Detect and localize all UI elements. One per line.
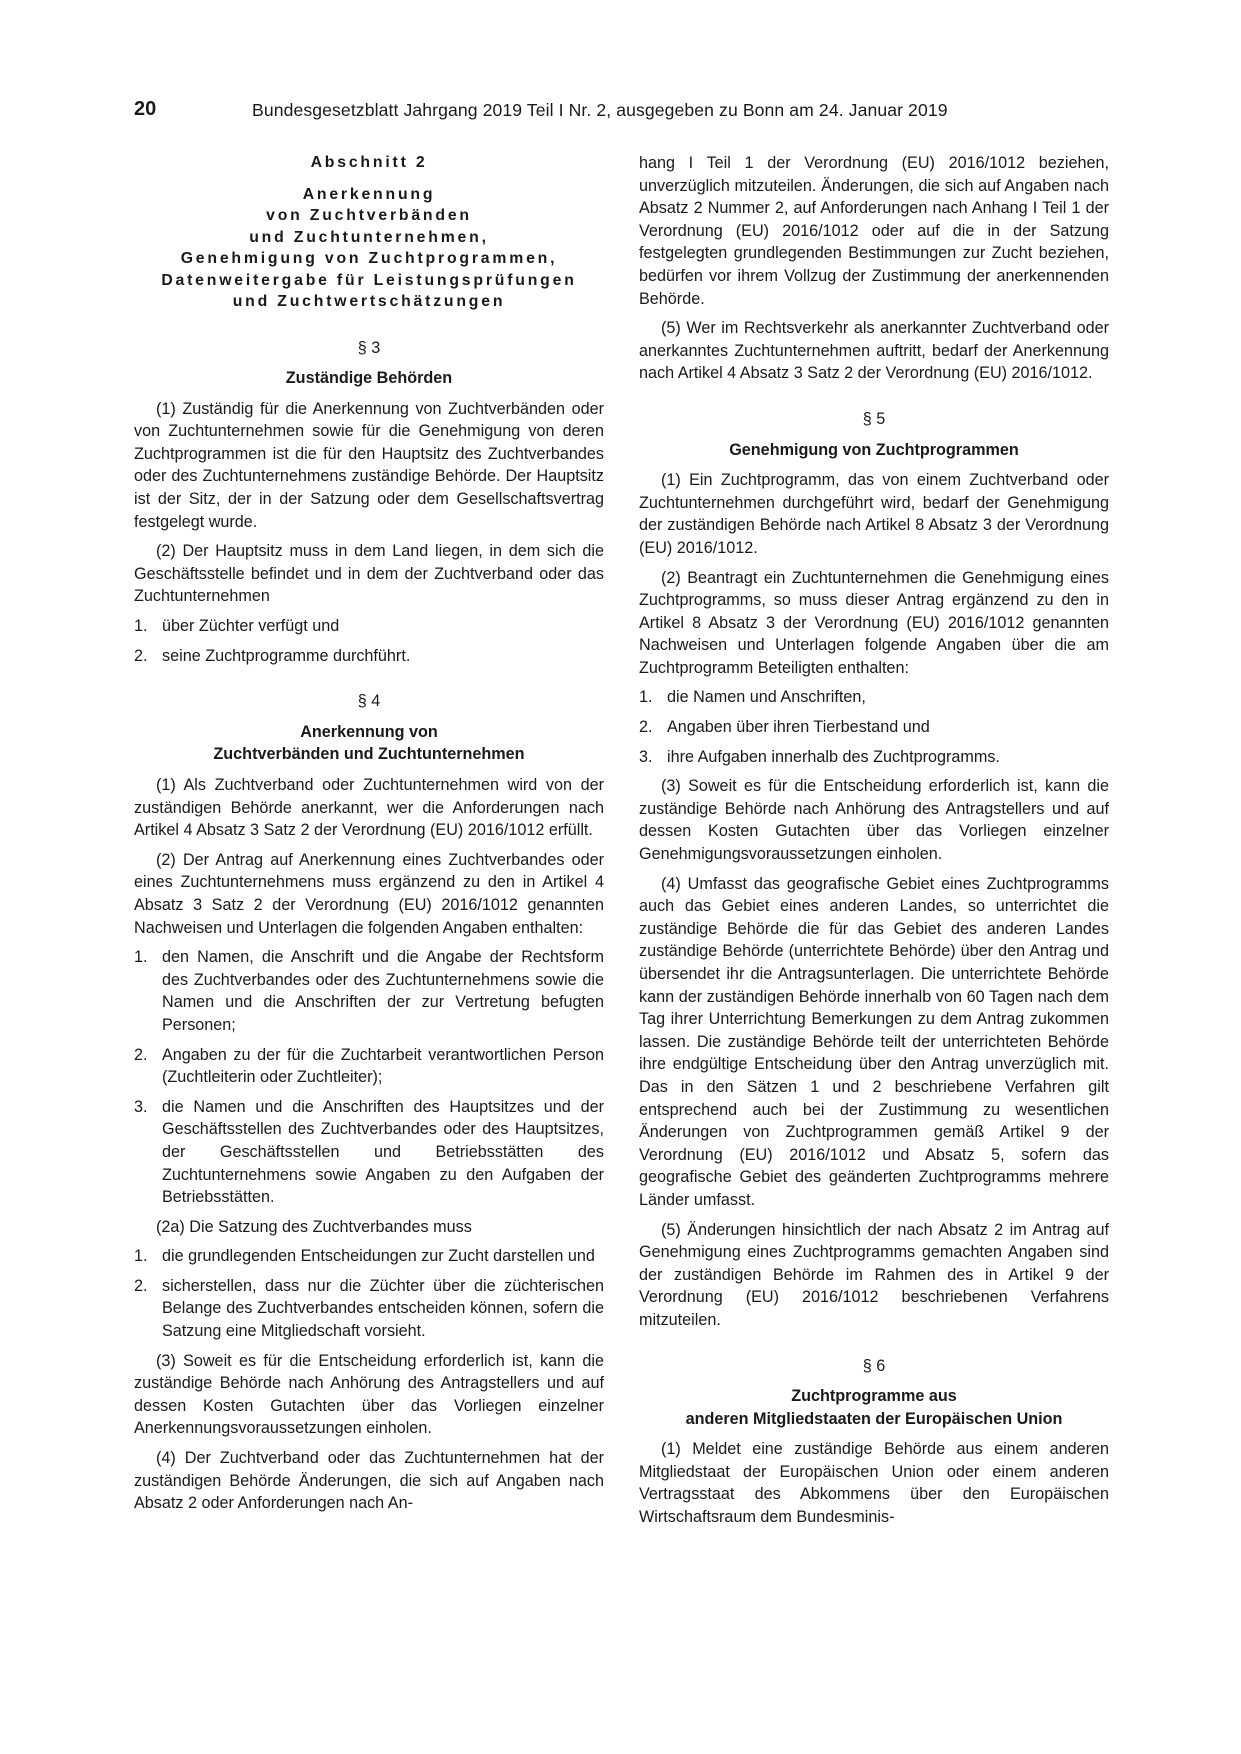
abschnitt-heading-line: Genehmigung von Zuchtprogrammen, xyxy=(180,250,558,267)
list-item xyxy=(639,716,1109,739)
paragraph: (1) Meldet eine zuständige Behörde aus einem anderen Mitgliedstaat der Europäischen Union oder einem anderen Vertragsstaat des Abkommens über den Europäischen Wirtschaftsraum dem Bundesminis- xyxy=(639,1440,1109,1527)
paragraph: (2a) Die Satzung des Zuchtverbandes muss xyxy=(156,1217,472,1236)
list-item xyxy=(134,1096,604,1209)
item-text: die Namen und Anschriften, xyxy=(667,688,866,707)
item-list xyxy=(134,1245,604,1342)
list-item xyxy=(134,946,604,1036)
item-number: 2. xyxy=(134,646,148,665)
list-item xyxy=(639,746,1109,769)
abschnitt-heading-line: Anerkennung xyxy=(302,185,436,203)
item-number: 1. xyxy=(134,617,148,636)
paragraph: (4) Der Zuchtverband oder das Zuchtunternehmen hat der zuständigen Behörde Änderungen, die sich auf Angaben nach Absatz 2 oder Anforderungen nach An- xyxy=(134,1449,604,1513)
item-number: 1. xyxy=(134,1247,148,1266)
page-header xyxy=(134,98,1109,126)
section-title-6: Zuchtprogramme aus xyxy=(791,1387,957,1406)
section-number-3: § 3 xyxy=(357,338,381,357)
item-text: seine Zuchtprogramme durchführt. xyxy=(162,646,411,665)
item-text: über Züchter verfügt und xyxy=(162,617,340,636)
paragraph: (3) Soweit es für die Entscheidung erforderlich ist, kann die zuständige Behörde nach Anhörung des Antragstellers und auf dessen Kosten Gutachten über das Vorliegen einzelner Anerkennungsvoraussetzungen einholen. xyxy=(134,1351,604,1438)
right-column xyxy=(639,152,1109,1536)
abschnitt-heading-line: und Zuchtwertschätzungen xyxy=(232,293,506,310)
paragraph: (2) Der Hauptsitz muss in dem Land liegen, in dem sich die Geschäftsstelle befindet und in dem der Zuchtverband oder das Zuchtunternehmen xyxy=(134,542,604,606)
list-item xyxy=(134,1044,604,1089)
item-number: 3. xyxy=(134,1097,148,1116)
item-text: die Namen und die Anschriften des Hauptsitzes und der Geschäftsstellen des Zuchtverbandes oder des Hauptsitzes, der Geschäftsstellen und Betriebsstätten des Zuchtunternehmens sowie Angaben zu den Aufgaben der Betriebsstätten. xyxy=(162,1097,604,1207)
item-list xyxy=(134,615,604,667)
section-title-6: anderen Mitgliedstaaten der Europäischen Union xyxy=(685,1409,1063,1428)
list-item xyxy=(134,1245,604,1268)
item-number: 2. xyxy=(639,718,653,737)
paragraph: (1) Als Zuchtverband oder Zuchtunternehmen wird von der zuständigen Behörde anerkannt, wer die Anforderungen nach Artikel 4 Absatz 3 Satz 2 der Verordnung (EU) 2016/1012 erfüllt. xyxy=(134,776,604,840)
item-list xyxy=(134,946,604,1209)
list-item xyxy=(134,615,604,638)
item-number: 2. xyxy=(134,1045,148,1064)
paragraph: (3) Soweit es für die Entscheidung erforderlich ist, kann die zuständige Behörde nach Anhörung des Antragstellers und auf dessen Kosten Gutachten über das Vorliegen einzelner Genehmigungsvoraussetzungen einholen. xyxy=(639,777,1109,864)
running-title: Bundesgesetzblatt Jahrgang 2019 Teil I Nr. 2, ausgegeben zu Bonn am 24. Januar 2019 xyxy=(252,100,948,120)
paragraph: (2) Beantragt ein Zuchtunternehmen die Genehmigung eines Zuchtprogramms, so muss dieser Antrag ergänzend zu den in Artikel 8 Absatz 3 der Verordnung (EU) 2016/1012 genannten Nachweisen und Unterlagen folgende Angaben über die am Zuchtprogramm Beteiligten enthalten: xyxy=(639,568,1109,677)
item-text: Angaben zu der für die Zuchtarbeit verantwortlichen Person (Zuchtleiterin oder Zuchtleiter); xyxy=(162,1045,604,1087)
paragraph: (4) Umfasst das geografische Gebiet eines Zuchtprogramms auch das Gebiet eines anderen Landes, so unterrichtet die zuständige Behörde die für das Gebiet des anderen Landes zuständige Behörde (unterrichtete Behörde) über den Antrag und übersendet ihr die Antragsunterlagen. Die unterrichtete Behörde kann der zuständigen Behörde innerhalb von 60 Tagen nach dem Tag ihrer Unterrichtung Bemerkungen zu dem Antrag zukommen lassen. Die zuständige Behörde teilt der unterrichteten Behörde ihre endgültige Entscheidung über den Antrag unverzüglich mit. Das in den Sätzen 1 und 2 beschriebene Verfahren gilt entsprechend auch bei der Zustimmung zu wesentlichen Änderungen von Zuchtprogrammen gemäß Artikel 9 der Verordnung (EU) 2016/1012 und Absatz 5, sofern das geografische Gebiet des geänderten Zuchtprogramms mehrere Länder umfasst. xyxy=(639,874,1109,1209)
section-title-5: Genehmigung von Zuchtprogrammen xyxy=(729,440,1019,459)
abschnitt-heading-line: Datenweitergabe für Leistungsprüfungen xyxy=(161,271,577,289)
abschnitt-heading-line: von Zuchtverbänden xyxy=(266,207,472,224)
item-text: die grundlegenden Entscheidungen zur Zucht darstellen und xyxy=(162,1247,595,1266)
item-number: 1. xyxy=(639,688,653,707)
item-text: Angaben über ihren Tierbestand und xyxy=(667,718,930,737)
paragraph: (2) Der Antrag auf Anerkennung eines Zuchtverbandes oder eines Zuchtunternehmens muss ergänzend zu den in Artikel 4 Absatz 3 Satz 2 der Verordnung (EU) 2016/1012 genannten Nachweisen und Unterlagen die folgenden Angaben enthalten: xyxy=(134,850,604,937)
section-number-4: § 4 xyxy=(357,692,381,711)
item-number: 3. xyxy=(639,747,653,766)
abschnitt-label: Abschnitt 2 xyxy=(310,154,428,171)
page-number: 20 xyxy=(134,98,157,120)
section-number-5: § 5 xyxy=(862,409,886,428)
left-column xyxy=(134,152,604,1522)
section-number-6: § 6 xyxy=(862,1356,886,1375)
item-text: den Namen, die Anschrift und die Angabe der Rechtsform des Zuchtverbandes oder des Zuchtunternehmens sowie die Namen und die Anschriften der zur Vertretung befugten Personen; xyxy=(162,948,604,1034)
item-number: 1. xyxy=(134,948,148,967)
abschnitt-heading-line: und Zuchtunternehmen, xyxy=(249,228,489,246)
paragraph: (5) Wer im Rechtsverkehr als anerkannter Zuchtverband oder anerkanntes Zuchtunternehmen auftritt, bedarf der Anerkennung nach Artikel 4 Absatz 3 Satz 2 der Verordnung (EU) 2016/1012. xyxy=(639,319,1109,383)
item-number: 2. xyxy=(134,1276,148,1295)
list-item xyxy=(134,1275,604,1343)
paragraph: (5) Änderungen hinsichtlich der nach Absatz 2 im Antrag auf Genehmigung eines Zuchtprogramms gemachten Angaben sind der zuständigen Behörde im Rahmen des in Artikel 9 der Verordnung (EU) 2016/1012 beschriebenen Verfahrens mitzuteilen. xyxy=(639,1220,1109,1329)
paragraph: (1) Zuständig für die Anerkennung von Zuchtverbänden oder von Zuchtunternehmen sowie für die Genehmigung von deren Zuchtprogrammen ist die für den Hauptsitz des Zuchtverbandes oder des Zuchtunternehmens zuständige Behörde. Der Hauptsitz ist der Sitz, der in der Satzung oder dem Gesellschaftsvertrag festgelegt wurde. xyxy=(134,399,604,531)
paragraph: (1) Ein Zuchtprogramm, das von einem Zuchtverband oder Zuchtunternehmen durchgeführt wird, bedarf der Genehmigung der zuständigen Behörde nach Artikel 8 Absatz 3 der Verordnung (EU) 2016/1012. xyxy=(639,471,1109,557)
section-title-4: Zuchtverbänden und Zuchtunternehmen xyxy=(213,745,525,764)
item-list xyxy=(639,686,1109,768)
item-text: ihre Aufgaben innerhalb des Zuchtprogramms. xyxy=(667,747,1000,766)
section-title-4: Anerkennung von xyxy=(300,722,438,741)
item-text: sicherstellen, dass nur die Züchter über die züchterischen Belange des Zuchtverbandes entscheiden können, sofern die Satzung eine Mitgliedschaft vorsieht. xyxy=(162,1276,604,1341)
list-item xyxy=(134,645,604,668)
section-title-3: Zuständige Behörden xyxy=(285,369,453,388)
paragraph-continuation: hang I Teil 1 der Verordnung (EU) 2016/1012 beziehen, unverzüglich mitzuteilen. Änderungen, die sich auf Angaben nach Absatz 2 Nummer 2, auf Anforderungen nach Anhang I Teil 1 der Verordnung (EU) 2016/1012 oder auf die in der Satzung festgelegten grundlegenden Bestimmungen zur Zucht beziehen, bedürfen vor ihrem Vollzug der Zustimmung der anerkennenden Behörde. xyxy=(639,154,1109,308)
list-item xyxy=(639,686,1109,709)
